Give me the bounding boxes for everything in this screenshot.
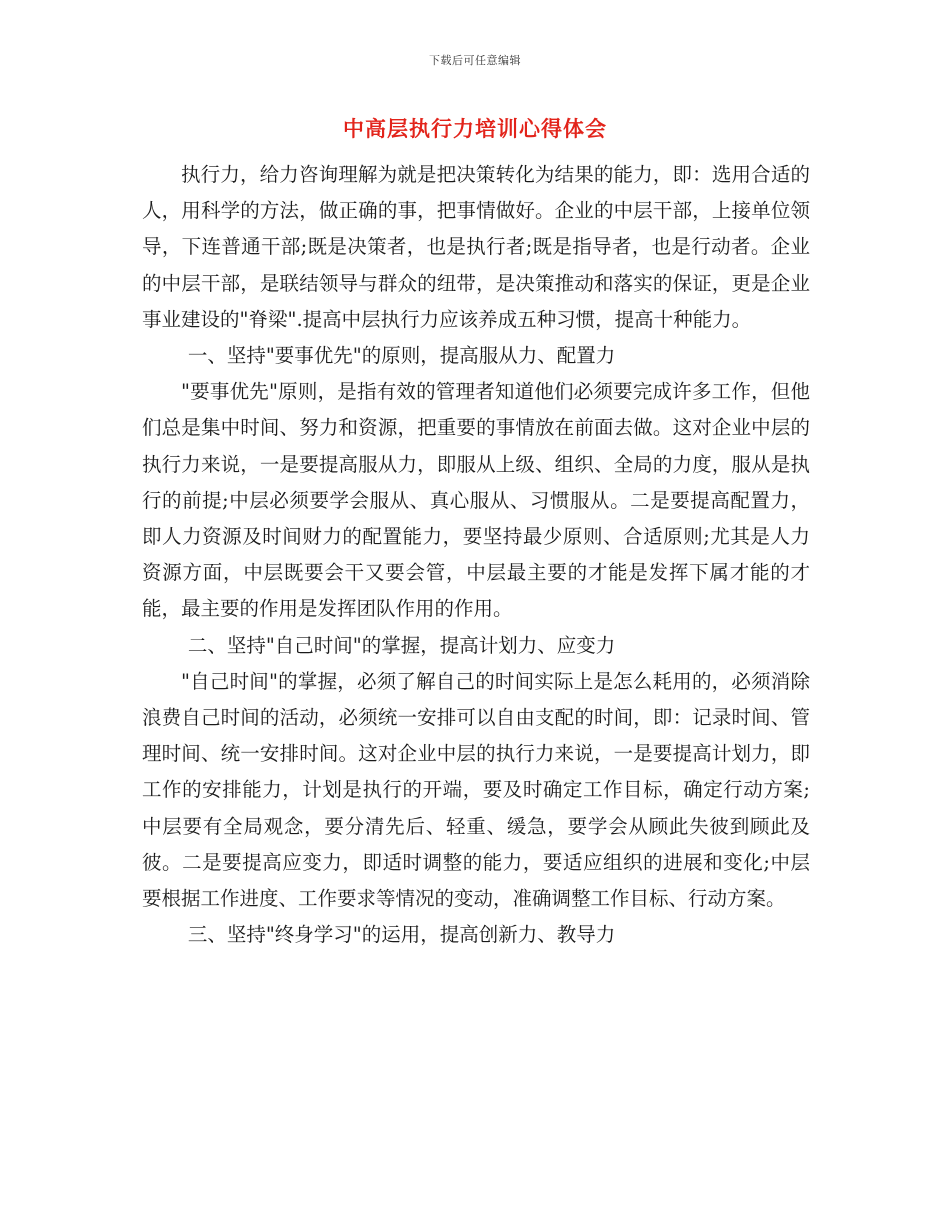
document-body [142, 157, 810, 953]
section-heading-1: 一、坚持"要事优先"的原则，提高服从力、配置力 [187, 344, 616, 368]
header-note: 下载后可任意编辑 [429, 54, 521, 67]
intro-paragraph: 执行力，给力咨询理解为就是把决策转化为结果的能力，即：选用合适的人，用科学的方法，做正确的事，把事情做好。企业的中层干部，上接单位领导，下连普通干部;既是决策者，也是执行者;既是指导者，也是行动者。企业的中层干部，是联结领导与群众的纽带，是决策推动和落实的保证，更是企业事业建设的"脊梁".提高中层执行力应该养成五种习惯，提高十种能力。 [142, 163, 810, 331]
section-heading-3: 三、坚持"终身学习"的运用，提高创新力、教导力 [187, 923, 616, 947]
document-title: 中高层执行力培训心得体会 [343, 117, 607, 141]
section-paragraph-1: "要事优先"原则，是指有效的管理者知道他们必须要完成许多工作，但他们总是集中时间、努力和资源，把重要的事情放在前面去做。这对企业中层的执行力来说，一是要提高服从力，即服从上级、组织、全局的力度，服从是执行的前提;中层必须要学会服从、真心服从、习惯服从。二是要提高配置力，即人力资源及时间财力的配置能力，要坚持最少原则、合适原则;尤其是人力资源方面，中层既要会干又要会管，中层最主要的才能是发挥下属才能的才能，最主要的作用是发挥团队作用的作用。 [142, 380, 810, 621]
section-heading-2: 二、坚持"自己时间"的掌握，提高计划力、应变力 [187, 633, 616, 657]
section-paragraph-2: "自己时间"的掌握，必须了解自己的时间实际上是怎么耗用的，必须消除浪费自己时间的活动，必须统一安排可以自由支配的时间，即：记录时间、管理时间、统一安排时间。这对企业中层的执行力来说，一是要提高计划力，即工作的安排能力，计划是执行的开端，要及时确定工作目标，确定行动方案;中层要有全局观念，要分清先后、轻重、缓急，要学会从顾此失彼到顾此及彼。二是要提高应变力，即适时调整的能力，要适应组织的进展和变化;中层要根据工作进度、工作要求等情况的变动，准确调整工作目标、行动方案。 [142, 669, 810, 911]
